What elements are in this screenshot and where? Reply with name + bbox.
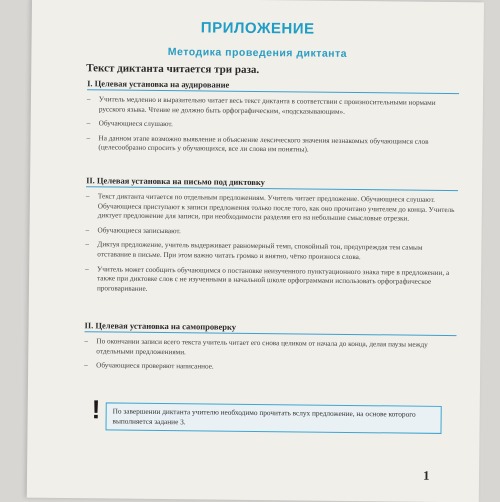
dash-marker: – (86, 133, 91, 143)
section-heading: I. Целевая установка на аудирование (87, 78, 230, 90)
dash-marker: – (85, 225, 90, 235)
section-self-check (84, 320, 457, 380)
dash-marker: – (86, 119, 91, 128)
intro-text: Текст диктанта читается три раза. (86, 62, 260, 77)
section-dictation (85, 175, 458, 302)
note-callout: По завершении диктанта учителю необходимо прочитать вслух предложение, на основе которого выполняется задание 3. (105, 402, 441, 434)
section-heading: II. Целевая установка на самопроверку (84, 320, 237, 332)
list-item-text: Обучающиеся проверяют написанное. (96, 361, 214, 371)
section-listening (86, 78, 459, 162)
dash-marker: – (85, 192, 90, 201)
page-title: ПРИЛОЖЕНИЕ (200, 19, 315, 38)
page-number: 1 (422, 467, 430, 483)
document-page (27, 0, 484, 502)
list-item (85, 265, 457, 298)
list-item-text: Обучающиеся записывают. (97, 226, 181, 235)
list-item-text: На данном этапе возможно выявление и объяснение лексического значения незнакомых обучающимся слов (целесообразно спросить у обучающихся, все ли слова им понятны). (98, 134, 429, 154)
list-item-text: Диктуя предложение, учитель выдерживает равномерный темп, спокойный тон, предупреждая тем самым отставание в письме. При этом важно читать громко и внятно, чётко произнося слова. (97, 240, 423, 262)
list-item (85, 241, 457, 264)
list-item (84, 361, 456, 374)
section-heading: II. Целевая установка на письмо под диктовку (86, 175, 266, 188)
dash-marker: – (84, 337, 89, 346)
dash-marker: – (86, 95, 91, 104)
dash-marker: – (85, 240, 90, 249)
list-item (84, 337, 456, 360)
list-item-text: Учитель может сообщить обучающимся о постановке неизученного пунктуационного знака тире в предложении, а также при диктовке слов с не изученными в начальной школе орфограммами использовать орфографическое проговаривание. (96, 264, 450, 293)
list-item (86, 134, 458, 157)
list-item-text: Обучающиеся слушают. (98, 119, 173, 129)
list-item (87, 119, 459, 132)
exclamation-icon: ! (91, 394, 101, 425)
dash-marker: – (84, 361, 88, 370)
dash-marker: – (85, 264, 89, 273)
list-item (87, 95, 459, 118)
list-item-text: Текст диктанта читается по отдельным предложениям. Учитель читает предложение. Обучающиеся слушают. Обучающиеся приступают к записи предложения только после того, как оно прочитано учителем до конца. Учитель диктует предложение для записи, при необходимости разделяя его на небольшие смысловые отрезки. (97, 192, 455, 223)
list-item-text: По окончании записи всего текста учитель читает его снова целиком от начала до конца, делая паузы между отдельными предложениями. (96, 337, 428, 356)
list-item (86, 192, 458, 225)
page-subtitle: Методика проведения диктанта (167, 46, 348, 60)
list-item-text: Учитель медленно и выразительно читает весь текст диктанта в соответствии с произносительными нормами русского языка. Чтение не должно быть орфографическим, «подсказывающим». (98, 95, 436, 116)
list-item (86, 226, 458, 239)
